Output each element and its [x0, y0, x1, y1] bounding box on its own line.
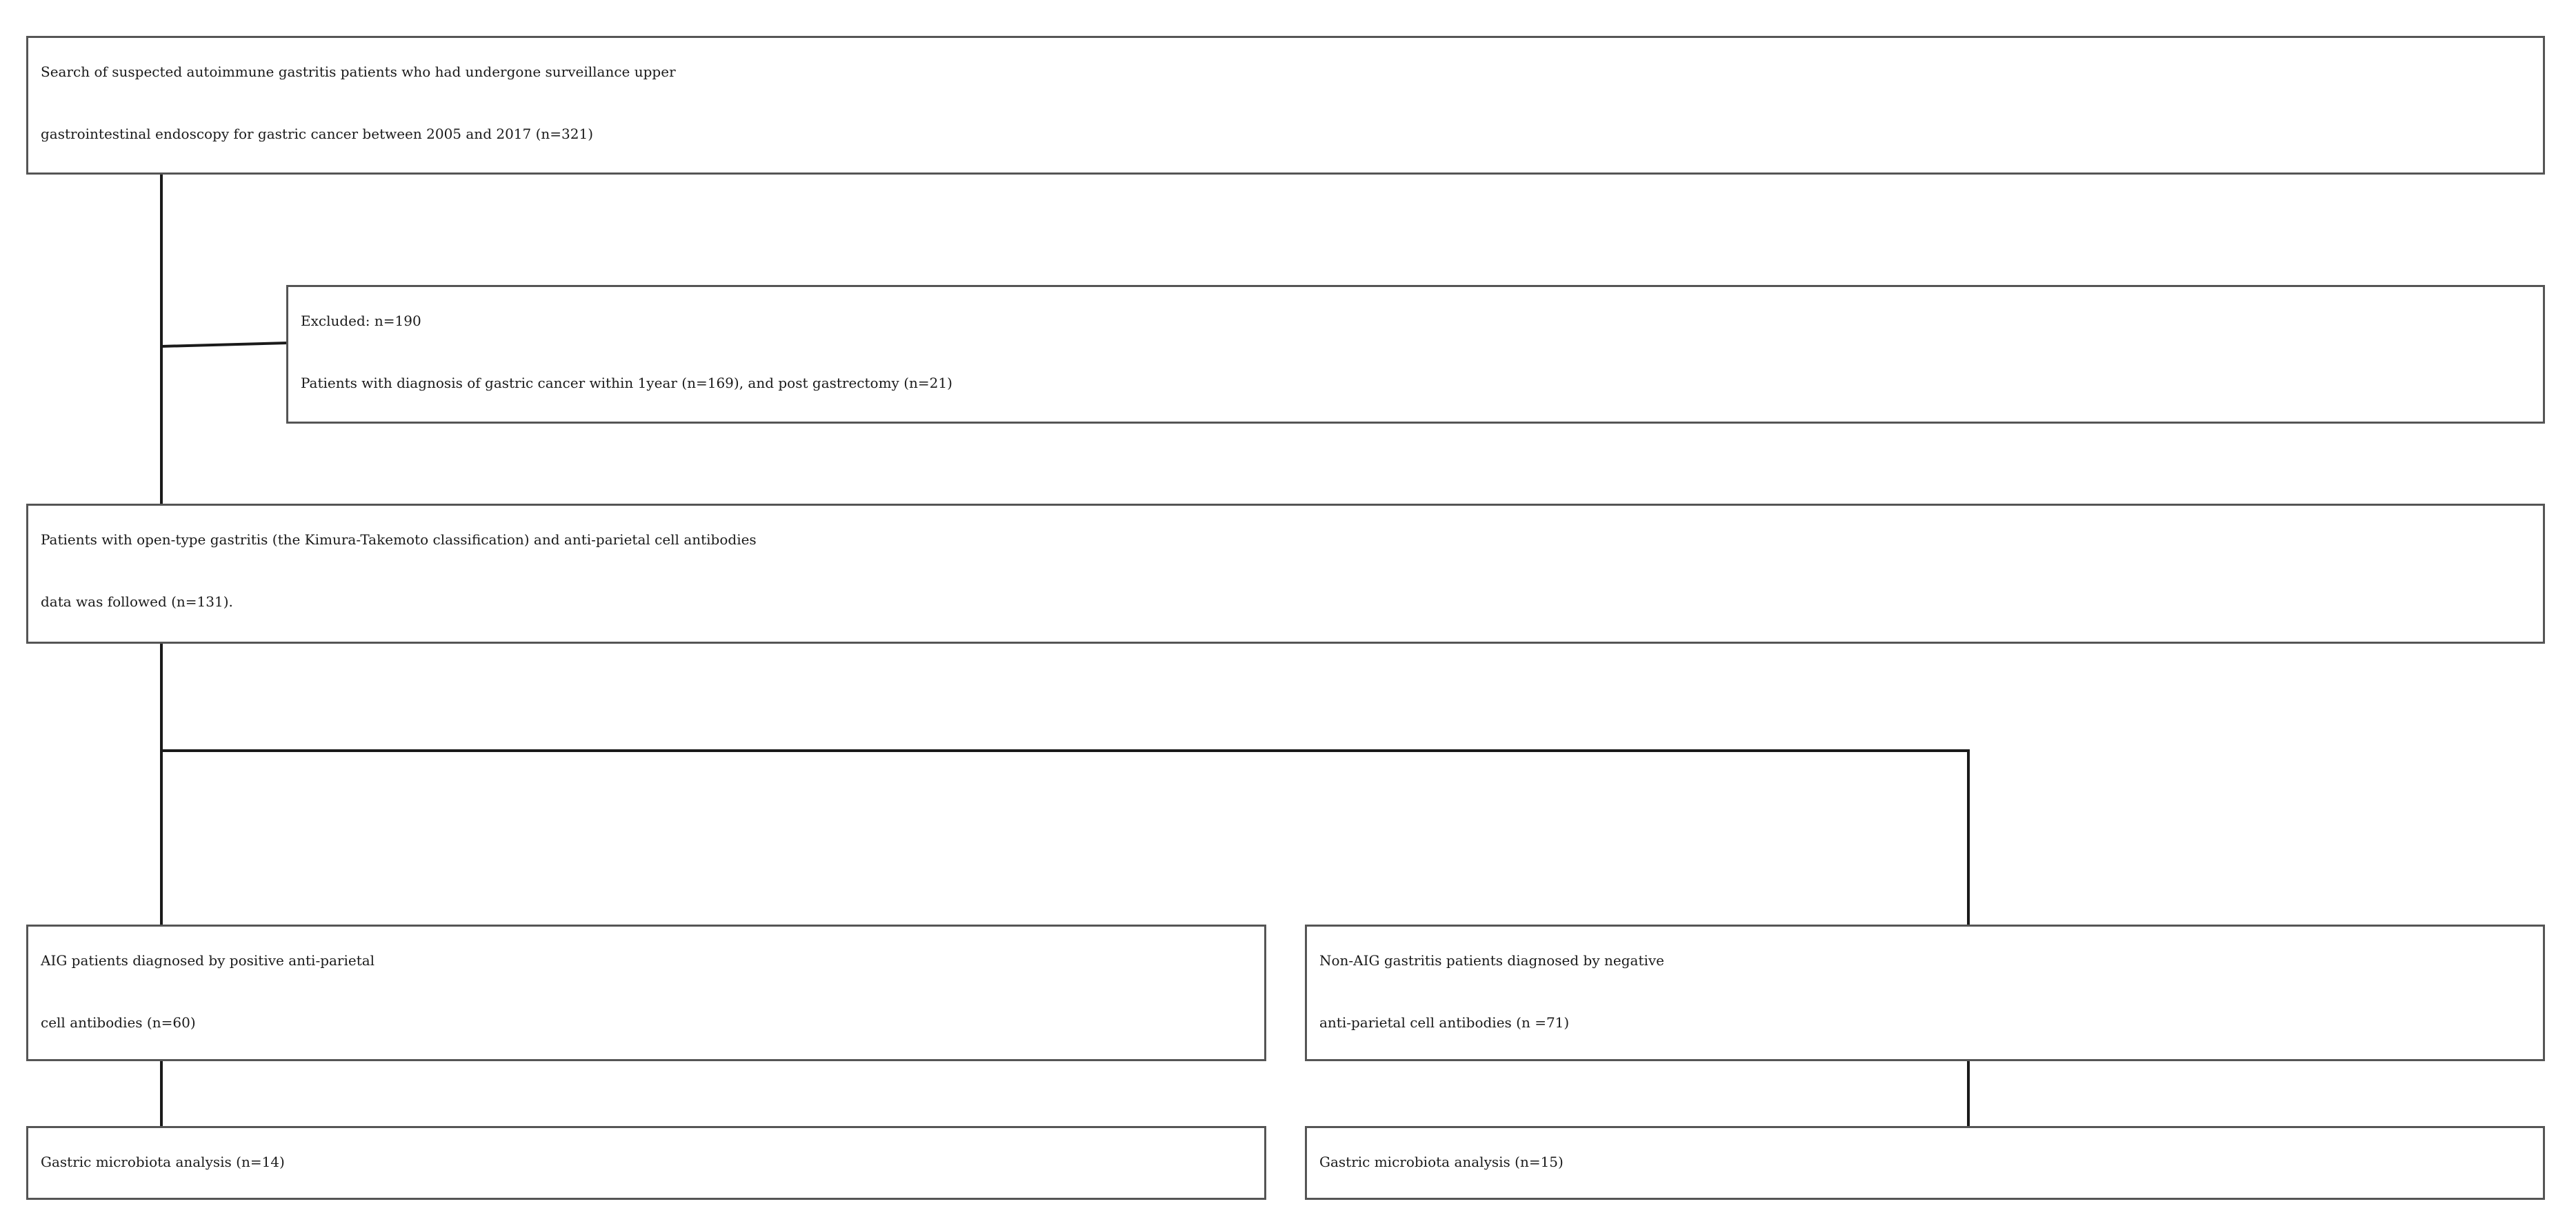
followed-text-line1: Patients with open-type gastritis (the Kimura-Takemoto classification) and anti-parietal cell antibodies	[41, 531, 757, 548]
non-aig-text-line1: Non-AIG gastritis patients diagnosed by negative	[1319, 952, 1665, 969]
non-aig-microbiota-text: Gastric microbiota analysis (n=15)	[1319, 1154, 1564, 1170]
connector-split-horizontal	[160, 749, 1970, 752]
aig-box	[26, 925, 1266, 1061]
connector-followed-down	[160, 644, 163, 927]
aig-text-line1: AIG patients diagnosed by positive anti-parietal	[41, 952, 375, 969]
connector-non-aig-to-microbiota	[1967, 1061, 1970, 1126]
connector-aig-to-microbiota	[160, 1061, 163, 1126]
non-aig-microbiota-box	[1305, 1126, 2545, 1200]
aig-microbiota-text: Gastric microbiota analysis (n=14)	[41, 1154, 285, 1170]
non-aig-text-line2: anti-parietal cell antibodies (n =71)	[1319, 1014, 1570, 1031]
aig-text-line2: cell antibodies (n=60)	[41, 1014, 196, 1031]
search-text-line1: Search of suspected autoimmune gastritis patients who had undergone surveillance upper	[41, 63, 676, 80]
followed-box	[26, 504, 2545, 644]
followed-text-line2: data was followed (n=131).	[41, 593, 233, 610]
excluded-box	[286, 285, 2545, 424]
aig-microbiota-box	[26, 1126, 1266, 1200]
search-box	[26, 36, 2545, 175]
non-aig-box	[1305, 925, 2545, 1061]
excluded-text-line1: Excluded: n=190	[301, 313, 421, 329]
search-text-line2: gastrointestinal endoscopy for gastric cancer between 2005 and 2017 (n=321)	[41, 126, 594, 142]
connector-split-to-non-aig	[1967, 749, 1970, 927]
excluded-text-line2: Patients with diagnosis of gastric cancer within 1year (n=169), and post gastrectomy (n=21)	[301, 375, 952, 391]
